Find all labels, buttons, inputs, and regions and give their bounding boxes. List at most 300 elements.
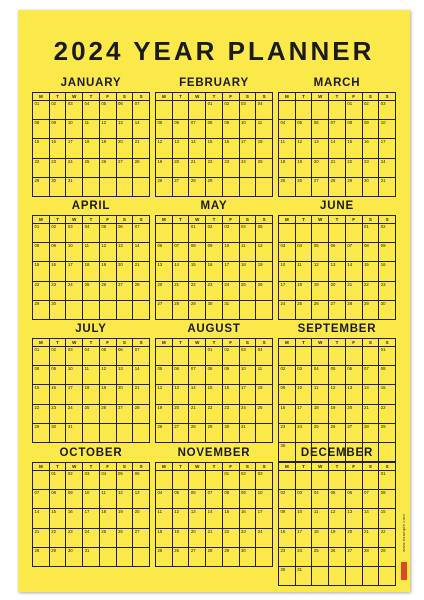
- day-cell[interactable]: [256, 509, 273, 528]
- day-cell[interactable]: [133, 404, 150, 423]
- day-cell[interactable]: [379, 471, 396, 490]
- day-cell[interactable]: [116, 120, 133, 139]
- day-cell[interactable]: [206, 423, 223, 442]
- day-cell[interactable]: [362, 120, 379, 139]
- day-cell[interactable]: [379, 262, 396, 281]
- day-cell[interactable]: [362, 385, 379, 404]
- day-cell[interactable]: [33, 490, 50, 509]
- day-cell[interactable]: [222, 120, 239, 139]
- day-cell[interactable]: [133, 243, 150, 262]
- day-cell[interactable]: [33, 243, 50, 262]
- day-cell[interactable]: [239, 158, 256, 177]
- day-cell[interactable]: [66, 158, 83, 177]
- day-cell[interactable]: [156, 547, 173, 566]
- day-cell[interactable]: [133, 528, 150, 547]
- day-cell[interactable]: [172, 509, 189, 528]
- day-cell[interactable]: [172, 224, 189, 243]
- day-cell[interactable]: [345, 509, 362, 528]
- day-cell[interactable]: [329, 120, 346, 139]
- day-cell[interactable]: [189, 158, 206, 177]
- day-cell[interactable]: [345, 262, 362, 281]
- day-cell[interactable]: [312, 471, 329, 490]
- day-cell[interactable]: [33, 347, 50, 366]
- day-cell[interactable]: [156, 281, 173, 300]
- day-cell[interactable]: [33, 509, 50, 528]
- day-cell[interactable]: [222, 366, 239, 385]
- day-cell[interactable]: [83, 281, 100, 300]
- day-cell[interactable]: [206, 366, 223, 385]
- day-cell[interactable]: [362, 243, 379, 262]
- day-cell[interactable]: [33, 528, 50, 547]
- day-cell[interactable]: [295, 423, 312, 442]
- day-cell[interactable]: [379, 120, 396, 139]
- day-cell[interactable]: [66, 471, 83, 490]
- day-cell[interactable]: [329, 262, 346, 281]
- day-cell[interactable]: [189, 528, 206, 547]
- day-cell[interactable]: [222, 490, 239, 509]
- day-cell[interactable]: [133, 177, 150, 196]
- day-cell[interactable]: [156, 262, 173, 281]
- day-cell[interactable]: [99, 471, 116, 490]
- day-cell[interactable]: [345, 224, 362, 243]
- day-cell[interactable]: [279, 101, 296, 120]
- day-cell[interactable]: [116, 243, 133, 262]
- day-cell[interactable]: [295, 243, 312, 262]
- day-cell[interactable]: [206, 385, 223, 404]
- day-cell[interactable]: [329, 547, 346, 566]
- day-cell[interactable]: [206, 547, 223, 566]
- day-cell[interactable]: [189, 101, 206, 120]
- day-cell[interactable]: [362, 300, 379, 319]
- day-cell[interactable]: [116, 262, 133, 281]
- day-cell[interactable]: [222, 262, 239, 281]
- day-cell[interactable]: [345, 385, 362, 404]
- day-cell[interactable]: [379, 566, 396, 585]
- day-cell[interactable]: [329, 528, 346, 547]
- day-cell[interactable]: [99, 490, 116, 509]
- day-cell[interactable]: [172, 366, 189, 385]
- day-cell[interactable]: [379, 528, 396, 547]
- day-cell[interactable]: [83, 139, 100, 158]
- day-cell[interactable]: [222, 300, 239, 319]
- day-cell[interactable]: [295, 490, 312, 509]
- day-cell[interactable]: [49, 139, 66, 158]
- day-cell[interactable]: [239, 101, 256, 120]
- day-cell[interactable]: [222, 158, 239, 177]
- day-cell[interactable]: [99, 547, 116, 566]
- day-cell[interactable]: [295, 547, 312, 566]
- day-cell[interactable]: [49, 262, 66, 281]
- day-cell[interactable]: [345, 101, 362, 120]
- day-cell[interactable]: [99, 101, 116, 120]
- day-cell[interactable]: [172, 385, 189, 404]
- day-cell[interactable]: [99, 139, 116, 158]
- day-cell[interactable]: [312, 243, 329, 262]
- day-cell[interactable]: [99, 281, 116, 300]
- day-cell[interactable]: [33, 547, 50, 566]
- day-cell[interactable]: [172, 120, 189, 139]
- day-cell[interactable]: [222, 347, 239, 366]
- day-cell[interactable]: [222, 243, 239, 262]
- day-cell[interactable]: [312, 385, 329, 404]
- day-cell[interactable]: [133, 300, 150, 319]
- day-cell[interactable]: [133, 120, 150, 139]
- day-cell[interactable]: [116, 281, 133, 300]
- day-cell[interactable]: [329, 243, 346, 262]
- day-cell[interactable]: [279, 509, 296, 528]
- day-cell[interactable]: [239, 139, 256, 158]
- day-cell[interactable]: [362, 158, 379, 177]
- day-cell[interactable]: [83, 243, 100, 262]
- day-cell[interactable]: [256, 120, 273, 139]
- day-cell[interactable]: [66, 404, 83, 423]
- day-cell[interactable]: [49, 101, 66, 120]
- day-cell[interactable]: [83, 366, 100, 385]
- day-cell[interactable]: [222, 528, 239, 547]
- day-cell[interactable]: [329, 139, 346, 158]
- day-cell[interactable]: [312, 262, 329, 281]
- day-cell[interactable]: [133, 158, 150, 177]
- day-cell[interactable]: [66, 120, 83, 139]
- day-cell[interactable]: [295, 262, 312, 281]
- day-cell[interactable]: [256, 224, 273, 243]
- day-cell[interactable]: [116, 404, 133, 423]
- day-cell[interactable]: [116, 547, 133, 566]
- day-cell[interactable]: [33, 158, 50, 177]
- day-cell[interactable]: [116, 300, 133, 319]
- day-cell[interactable]: [312, 366, 329, 385]
- day-cell[interactable]: [379, 224, 396, 243]
- day-cell[interactable]: [329, 385, 346, 404]
- day-cell[interactable]: [156, 366, 173, 385]
- day-cell[interactable]: [116, 366, 133, 385]
- day-cell[interactable]: [295, 528, 312, 547]
- day-cell[interactable]: [239, 471, 256, 490]
- day-cell[interactable]: [189, 509, 206, 528]
- day-cell[interactable]: [362, 177, 379, 196]
- day-cell[interactable]: [66, 101, 83, 120]
- day-cell[interactable]: [116, 101, 133, 120]
- day-cell[interactable]: [222, 224, 239, 243]
- day-cell[interactable]: [49, 423, 66, 442]
- day-cell[interactable]: [83, 471, 100, 490]
- day-cell[interactable]: [345, 471, 362, 490]
- day-cell[interactable]: [345, 347, 362, 366]
- day-cell[interactable]: [206, 139, 223, 158]
- day-cell[interactable]: [116, 177, 133, 196]
- day-cell[interactable]: [379, 243, 396, 262]
- day-cell[interactable]: [329, 177, 346, 196]
- day-cell[interactable]: [256, 490, 273, 509]
- day-cell[interactable]: [206, 471, 223, 490]
- day-cell[interactable]: [222, 177, 239, 196]
- day-cell[interactable]: [312, 224, 329, 243]
- day-cell[interactable]: [99, 177, 116, 196]
- day-cell[interactable]: [222, 385, 239, 404]
- day-cell[interactable]: [345, 243, 362, 262]
- day-cell[interactable]: [49, 385, 66, 404]
- day-cell[interactable]: [239, 177, 256, 196]
- day-cell[interactable]: [206, 281, 223, 300]
- day-cell[interactable]: [156, 139, 173, 158]
- day-cell[interactable]: [189, 262, 206, 281]
- day-cell[interactable]: [156, 177, 173, 196]
- day-cell[interactable]: [66, 262, 83, 281]
- day-cell[interactable]: [295, 509, 312, 528]
- day-cell[interactable]: [133, 385, 150, 404]
- day-cell[interactable]: [99, 509, 116, 528]
- day-cell[interactable]: [189, 366, 206, 385]
- day-cell[interactable]: [33, 101, 50, 120]
- day-cell[interactable]: [116, 347, 133, 366]
- day-cell[interactable]: [256, 243, 273, 262]
- day-cell[interactable]: [189, 243, 206, 262]
- day-cell[interactable]: [345, 490, 362, 509]
- day-cell[interactable]: [239, 404, 256, 423]
- day-cell[interactable]: [295, 300, 312, 319]
- day-cell[interactable]: [83, 300, 100, 319]
- day-cell[interactable]: [329, 404, 346, 423]
- day-cell[interactable]: [362, 528, 379, 547]
- day-cell[interactable]: [116, 224, 133, 243]
- day-cell[interactable]: [83, 224, 100, 243]
- day-cell[interactable]: [83, 385, 100, 404]
- day-cell[interactable]: [329, 347, 346, 366]
- day-cell[interactable]: [49, 281, 66, 300]
- day-cell[interactable]: [206, 347, 223, 366]
- day-cell[interactable]: [239, 423, 256, 442]
- day-cell[interactable]: [172, 423, 189, 442]
- day-cell[interactable]: [379, 347, 396, 366]
- day-cell[interactable]: [206, 177, 223, 196]
- day-cell[interactable]: [239, 509, 256, 528]
- day-cell[interactable]: [156, 490, 173, 509]
- day-cell[interactable]: [239, 281, 256, 300]
- day-cell[interactable]: [295, 281, 312, 300]
- day-cell[interactable]: [156, 243, 173, 262]
- day-cell[interactable]: [362, 423, 379, 442]
- day-cell[interactable]: [329, 101, 346, 120]
- day-cell[interactable]: [66, 224, 83, 243]
- day-cell[interactable]: [329, 490, 346, 509]
- day-cell[interactable]: [66, 243, 83, 262]
- day-cell[interactable]: [239, 347, 256, 366]
- day-cell[interactable]: [256, 347, 273, 366]
- day-cell[interactable]: [156, 158, 173, 177]
- day-cell[interactable]: [279, 262, 296, 281]
- day-cell[interactable]: [222, 471, 239, 490]
- day-cell[interactable]: [379, 158, 396, 177]
- day-cell[interactable]: [33, 423, 50, 442]
- day-cell[interactable]: [256, 139, 273, 158]
- day-cell[interactable]: [362, 139, 379, 158]
- day-cell[interactable]: [99, 120, 116, 139]
- day-cell[interactable]: [116, 158, 133, 177]
- day-cell[interactable]: [279, 300, 296, 319]
- day-cell[interactable]: [83, 177, 100, 196]
- day-cell[interactable]: [279, 139, 296, 158]
- day-cell[interactable]: [116, 471, 133, 490]
- day-cell[interactable]: [99, 158, 116, 177]
- day-cell[interactable]: [295, 224, 312, 243]
- day-cell[interactable]: [379, 385, 396, 404]
- day-cell[interactable]: [133, 490, 150, 509]
- day-cell[interactable]: [133, 423, 150, 442]
- day-cell[interactable]: [49, 490, 66, 509]
- day-cell[interactable]: [189, 404, 206, 423]
- day-cell[interactable]: [172, 471, 189, 490]
- day-cell[interactable]: [295, 471, 312, 490]
- day-cell[interactable]: [345, 366, 362, 385]
- day-cell[interactable]: [345, 423, 362, 442]
- day-cell[interactable]: [329, 566, 346, 585]
- day-cell[interactable]: [279, 385, 296, 404]
- day-cell[interactable]: [133, 139, 150, 158]
- day-cell[interactable]: [379, 101, 396, 120]
- day-cell[interactable]: [172, 262, 189, 281]
- day-cell[interactable]: [379, 490, 396, 509]
- day-cell[interactable]: [345, 528, 362, 547]
- day-cell[interactable]: [49, 471, 66, 490]
- day-cell[interactable]: [312, 281, 329, 300]
- day-cell[interactable]: [295, 566, 312, 585]
- day-cell[interactable]: [189, 300, 206, 319]
- day-cell[interactable]: [172, 243, 189, 262]
- day-cell[interactable]: [133, 547, 150, 566]
- day-cell[interactable]: [49, 177, 66, 196]
- day-cell[interactable]: [295, 120, 312, 139]
- day-cell[interactable]: [312, 139, 329, 158]
- day-cell[interactable]: [156, 347, 173, 366]
- day-cell[interactable]: [362, 224, 379, 243]
- day-cell[interactable]: [49, 243, 66, 262]
- day-cell[interactable]: [329, 224, 346, 243]
- day-cell[interactable]: [256, 471, 273, 490]
- day-cell[interactable]: [83, 547, 100, 566]
- day-cell[interactable]: [379, 177, 396, 196]
- day-cell[interactable]: [66, 177, 83, 196]
- day-cell[interactable]: [133, 471, 150, 490]
- day-cell[interactable]: [279, 347, 296, 366]
- day-cell[interactable]: [329, 366, 346, 385]
- day-cell[interactable]: [222, 509, 239, 528]
- day-cell[interactable]: [66, 509, 83, 528]
- day-cell[interactable]: [133, 224, 150, 243]
- day-cell[interactable]: [156, 101, 173, 120]
- day-cell[interactable]: [49, 347, 66, 366]
- day-cell[interactable]: [295, 101, 312, 120]
- day-cell[interactable]: [312, 547, 329, 566]
- day-cell[interactable]: [66, 528, 83, 547]
- day-cell[interactable]: [83, 347, 100, 366]
- day-cell[interactable]: [206, 404, 223, 423]
- day-cell[interactable]: [172, 528, 189, 547]
- day-cell[interactable]: [172, 490, 189, 509]
- day-cell[interactable]: [83, 490, 100, 509]
- day-cell[interactable]: [189, 347, 206, 366]
- day-cell[interactable]: [295, 385, 312, 404]
- day-cell[interactable]: [312, 490, 329, 509]
- day-cell[interactable]: [33, 139, 50, 158]
- day-cell[interactable]: [222, 547, 239, 566]
- day-cell[interactable]: [312, 528, 329, 547]
- day-cell[interactable]: [256, 547, 273, 566]
- day-cell[interactable]: [239, 120, 256, 139]
- day-cell[interactable]: [49, 509, 66, 528]
- day-cell[interactable]: [66, 547, 83, 566]
- day-cell[interactable]: [66, 423, 83, 442]
- day-cell[interactable]: [222, 404, 239, 423]
- day-cell[interactable]: [133, 262, 150, 281]
- day-cell[interactable]: [256, 423, 273, 442]
- day-cell[interactable]: [362, 404, 379, 423]
- day-cell[interactable]: [362, 366, 379, 385]
- day-cell[interactable]: [206, 101, 223, 120]
- day-cell[interactable]: [156, 528, 173, 547]
- day-cell[interactable]: [83, 101, 100, 120]
- day-cell[interactable]: [379, 281, 396, 300]
- day-cell[interactable]: [66, 139, 83, 158]
- day-cell[interactable]: [345, 281, 362, 300]
- day-cell[interactable]: [156, 423, 173, 442]
- day-cell[interactable]: [345, 120, 362, 139]
- day-cell[interactable]: [33, 385, 50, 404]
- day-cell[interactable]: [33, 300, 50, 319]
- day-cell[interactable]: [116, 509, 133, 528]
- day-cell[interactable]: [256, 262, 273, 281]
- day-cell[interactable]: [295, 177, 312, 196]
- day-cell[interactable]: [239, 547, 256, 566]
- day-cell[interactable]: [379, 300, 396, 319]
- day-cell[interactable]: [116, 423, 133, 442]
- day-cell[interactable]: [66, 347, 83, 366]
- day-cell[interactable]: [206, 262, 223, 281]
- day-cell[interactable]: [33, 224, 50, 243]
- day-cell[interactable]: [206, 490, 223, 509]
- day-cell[interactable]: [99, 224, 116, 243]
- day-cell[interactable]: [33, 366, 50, 385]
- day-cell[interactable]: [99, 366, 116, 385]
- day-cell[interactable]: [66, 366, 83, 385]
- day-cell[interactable]: [83, 404, 100, 423]
- day-cell[interactable]: [312, 566, 329, 585]
- day-cell[interactable]: [239, 528, 256, 547]
- day-cell[interactable]: [172, 300, 189, 319]
- day-cell[interactable]: [256, 101, 273, 120]
- day-cell[interactable]: [156, 120, 173, 139]
- day-cell[interactable]: [99, 423, 116, 442]
- day-cell[interactable]: [279, 120, 296, 139]
- day-cell[interactable]: [345, 177, 362, 196]
- day-cell[interactable]: [116, 528, 133, 547]
- day-cell[interactable]: [172, 281, 189, 300]
- day-cell[interactable]: [345, 404, 362, 423]
- day-cell[interactable]: [345, 547, 362, 566]
- day-cell[interactable]: [172, 404, 189, 423]
- day-cell[interactable]: [133, 281, 150, 300]
- day-cell[interactable]: [362, 471, 379, 490]
- day-cell[interactable]: [362, 347, 379, 366]
- day-cell[interactable]: [156, 404, 173, 423]
- day-cell[interactable]: [206, 528, 223, 547]
- day-cell[interactable]: [379, 366, 396, 385]
- day-cell[interactable]: [312, 177, 329, 196]
- day-cell[interactable]: [362, 509, 379, 528]
- day-cell[interactable]: [362, 281, 379, 300]
- day-cell[interactable]: [279, 243, 296, 262]
- day-cell[interactable]: [279, 490, 296, 509]
- day-cell[interactable]: [83, 120, 100, 139]
